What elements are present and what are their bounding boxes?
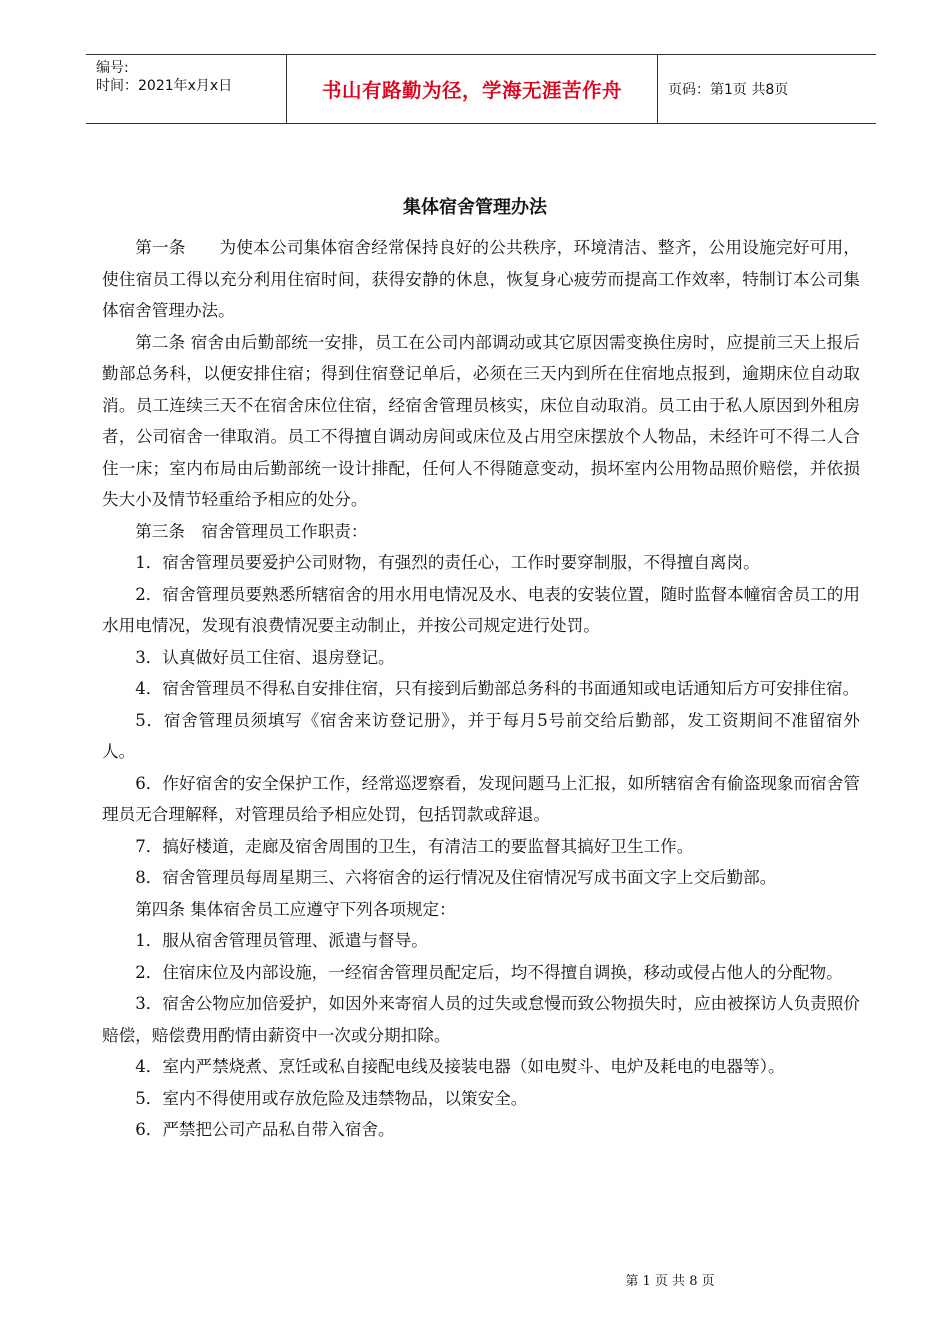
- list-item: 4．室内严禁烧煮、烹饪或私自接配电线及接装电器（如电熨斗、电炉及耗电的电器等）。: [135, 1057, 785, 1076]
- list-item: 8．宿舍管理员每周星期三、六将宿舍的运行情况及住宿情况写成书面文字上交后勤部。: [135, 868, 777, 887]
- list-item: 5．室内不得使用或存放危险及违禁物品，以策安全。: [135, 1088, 528, 1108]
- paragraph-article-1: 第一条 为使本公司集体宿舍经常保持良好的公共秩序，环境清洁、整齐，公用设施完好可用，使住宿员工得以充分利用住宿时间，获得安静的休息，恢复身心疲劳而提高工作效率，特制订本公司集体宿舍管理办法。: [102, 238, 860, 320]
- paragraph-article-3: 第三条 宿舍管理员工作职责：: [135, 521, 368, 541]
- page-footer: 第 1 页 共 8 页: [625, 1274, 715, 1289]
- list-item: 4．宿舍管理员不得私自安排住宿，只有接到后勤部总务科的书面通知或电话通知后方可安排住宿。: [135, 679, 860, 698]
- list-item: 6．严禁把公司产品私自带入宿舍。: [135, 1120, 395, 1139]
- list-item: 1．宿舍管理员要爱护公司财物，有强烈的责任心，工作时要穿制服，不得擅自离岗。: [135, 553, 760, 572]
- list-item: 1．服从宿舍管理员管理、派遣与督导。: [135, 931, 428, 950]
- list-item: 7．搞好楼道，走廊及宿舍周围的卫生，有清洁工的要监督其搞好卫生工作。: [135, 836, 694, 856]
- list-item: 6．作好宿舍的安全保护工作，经常巡逻察看，发现问题马上汇报，如所辖宿舍有偷盗现象而宿舍管理员无合理解释，对管理员给予相应处罚，包括罚款或辞退。: [102, 773, 860, 824]
- page-info: 页码：第1页 共8页: [668, 82, 789, 98]
- list-item: 2．住宿床位及内部设施，一经宿舍管理员配定后，均不得擅自调换，移动或侵占他人的分配物。: [135, 962, 843, 982]
- document-title: 集体宿舍管理办法: [403, 197, 547, 218]
- time-label: 时间：2021年x月x日: [96, 78, 233, 94]
- motto: 书山有路勤为径，学海无涯苦作舟: [321, 79, 622, 102]
- header-meta: [86, 55, 286, 123]
- list-item: 5．宿舍管理员须填写《宿舍来访登记册》，并于每月5号前交给后勤部，发工资期间不准留宿外人。: [102, 710, 860, 761]
- paragraph-article-4: 第四条 集体宿舍员工应遵守下列各项规定：: [135, 899, 456, 919]
- list-item: 3．认真做好员工住宿、退房登记。: [135, 647, 395, 667]
- list-item: 2．宿舍管理员要熟悉所辖宿舍的用水用电情况及水、电表的安装位置，随时监督本幢宿舍员工的用水用电情况，发现有浪费情况要主动制止，并按公司规定进行处罚。: [102, 584, 860, 635]
- number-label: 编号:: [96, 60, 129, 76]
- header-table: [86, 54, 876, 124]
- document-body: [102, 232, 860, 1146]
- paragraph-article-2: 第二条 宿舍由后勤部统一安排，员工在公司内部调动或其它原因需变换住房时，应提前三天上报后勤部总务科，以便安排住宿；得到住宿登记单后，必须在三天内到所在住宿地点报到，逾期床位自动取消。员工连续三天不在宿舍床位住宿，经宿舍管理员核实，床位自动取消。员工由于私人原因到外租房者，公司宿舍一律取消。员工不得擅自调动房间或床位及占用空床摆放个人物品，未经许可不得二人合住一床；室内布局由后勤部统一设计排配，任何人不得随意变动，损坏室内公用物品照价赔偿，并依损失大小及情节轻重给予相应的处分。: [102, 332, 860, 509]
- list-item: 3．宿舍公物应加倍爱护，如因外来寄宿人员的过失或怠慢而致公物损失时，应由被探访人负责照价赔偿，赔偿费用酌情由薪资中一次或分期扣除。: [102, 994, 860, 1045]
